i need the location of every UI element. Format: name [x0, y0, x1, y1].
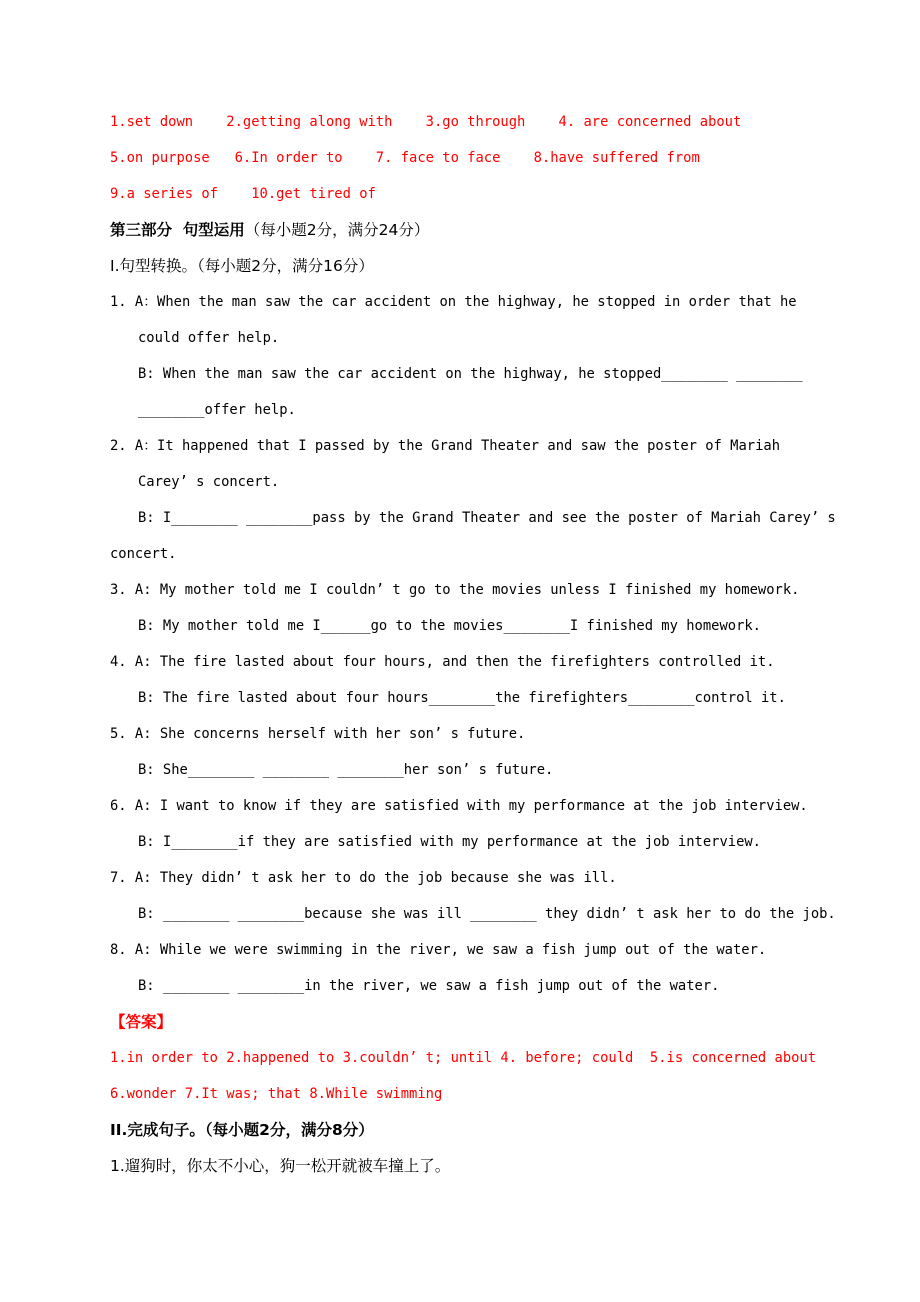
q7-sentence-a: 7. A: They didn’ t ask her to do the job because she was ill. [110, 870, 617, 886]
part1-title: I.句型转换。（每小题2分，满分16分） [110, 257, 374, 275]
q2-sentence-b: B: I________ ________pass by the Grand Theater and see the poster of Mariah Carey’ s [138, 510, 836, 526]
q1-sentence-b: B: When the man saw the car accident on the highway, he stopped________ ________ [138, 366, 803, 382]
part2-question-1: 1.遛狗时，你太不小心，狗一松开就被车撞上了。 [110, 1157, 451, 1175]
answer-key-line-1: 1.in order to 2.happened to 3.couldn’ t; until 4. before; could 5.is concerned about [110, 1050, 817, 1066]
q3-sentence-b: B: My mother told me I______go to the movies________I finished my homework. [138, 618, 761, 634]
q2-sentence-b-cont: concert. [110, 546, 177, 562]
q6-sentence-a: 6. A: I want to know if they are satisfied with my performance at the job interview. [110, 798, 808, 814]
q2-sentence-a-cont: Carey’ s concert. [138, 474, 280, 490]
q4-sentence-a: 4. A: The fire lasted about four hours, and then the firefighters controlled it. [110, 654, 775, 670]
q2-sentence-a: 2. A：It happened that I passed by the Grand Theater and saw the poster of Mariah [110, 438, 781, 454]
q1-sentence-a-cont: could offer help. [138, 330, 280, 346]
q5-sentence-b: B: She________ ________ ________her son’ s future. [138, 762, 554, 778]
part2-title: II.完成句子。（每小题2分，满分8分） [110, 1121, 374, 1139]
section-heading [110, 212, 810, 248]
q1-sentence-a: 1. A：When the man saw the car accident on the highway, he stopped in order that he [110, 294, 797, 310]
section-heading-points: （每小题2分，满分24分） [244, 221, 430, 239]
vocab-answer-line-2: 5.on purpose 6.In order to 7. face to face 8.have suffered from [110, 150, 700, 166]
q3-sentence-a: 3. A: My mother told me I couldn’ t go to the movies unless I finished my homework. [110, 582, 800, 598]
vocab-answer-line-3: 9.a series of 10.get tired of [110, 186, 376, 202]
q1-sentence-b-cont: ________offer help. [138, 402, 296, 418]
section-heading-title: 第三部分 句型运用 [110, 221, 245, 239]
vocab-answer-line-1: 1.set down 2.getting along with 3.go through 4. are concerned about [110, 114, 742, 130]
q4-sentence-b: B: The fire lasted about four hours________the firefighters________control it. [138, 690, 786, 706]
answer-key-line-2: 6.wonder 7.It was; that 8.While swimming [110, 1086, 443, 1102]
q8-sentence-b: B: ________ ________in the river, we saw a fish jump out of the water. [138, 978, 720, 994]
q5-sentence-a: 5. A: She concerns herself with her son’ s future. [110, 726, 526, 742]
answer-key-label: 【答案】 [110, 1013, 173, 1031]
q6-sentence-b: B: I________if they are satisfied with my performance at the job interview. [138, 834, 761, 850]
q7-sentence-b: B: ________ ________because she was ill ________ they didn’ t ask her to do the job. [138, 906, 836, 922]
q8-sentence-a: 8. A: While we were swimming in the river, we saw a fish jump out of the water. [110, 942, 767, 958]
